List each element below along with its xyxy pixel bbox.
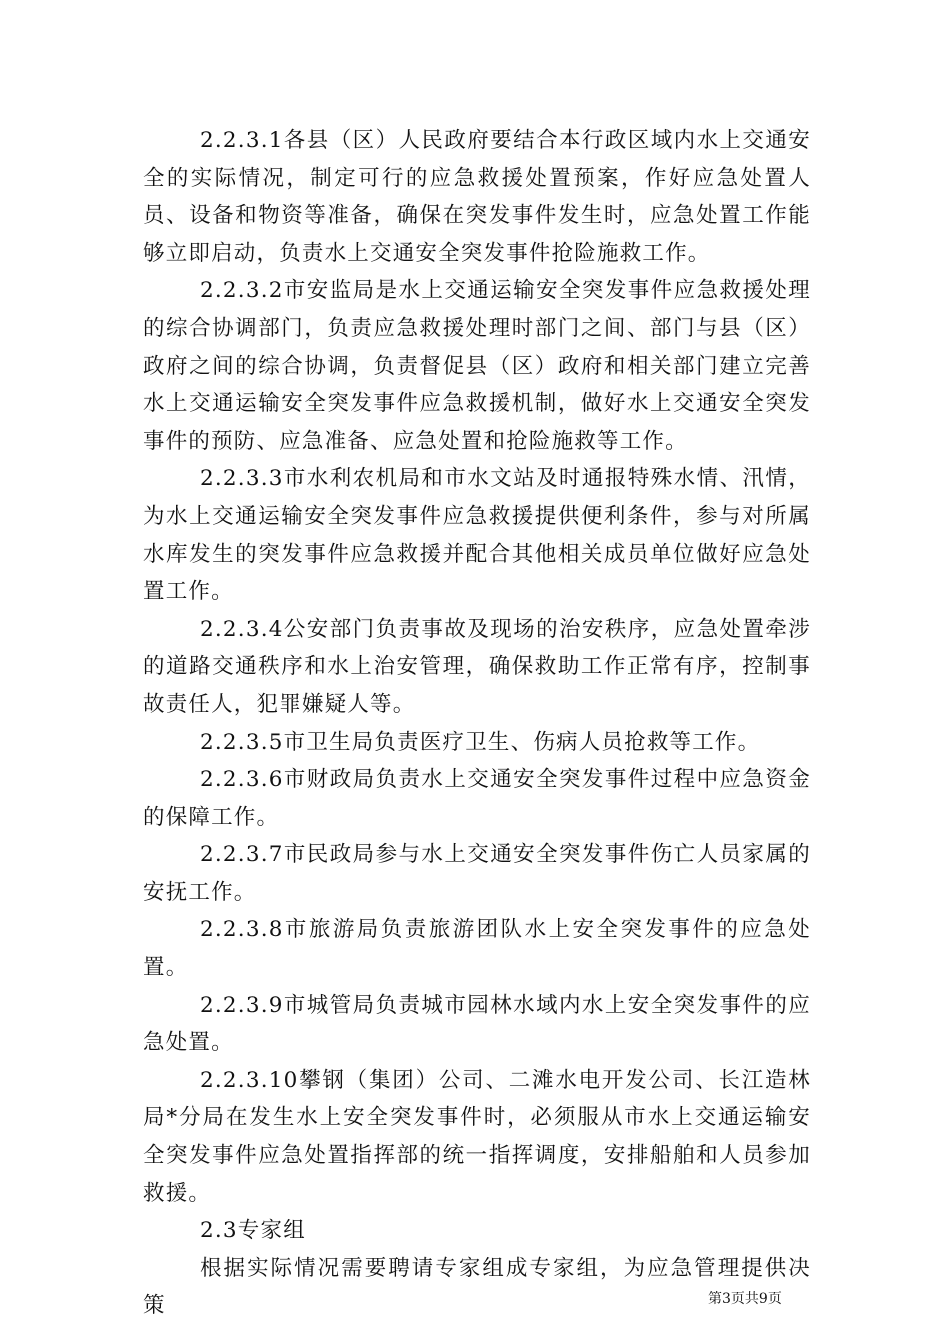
paragraph-2-2-3-7: 2.2.3.7市民政局参与水上交通安全突发事件伤亡人员家属的安抚工作。 [143, 842, 811, 905]
paragraph-2-2-3-5: 2.2.3.5市卫生局负责医疗卫生、伤病人员抢救等工作。 [200, 729, 761, 755]
paragraph-2-2-3-6: 2.2.3.6市财政局负责水上交通安全突发事件过程中应急资金的保障工作。 [143, 767, 811, 830]
paragraph-2-2-3-9: 2.2.3.9市城管局负责城市园林水域内水上安全突发事件的应急处置。 [143, 992, 811, 1056]
paragraph-2-2-3-3: 2.2.3.3市水利农机局和市水文站及时通报特殊水情、汛情，为水上交通运输安全突发事件应急救援提供便利条件，参与对所属水库发生的突发事件应急救援并配合其他相关成员单位做好应急处置工作。 [143, 466, 811, 605]
section-heading-2-3: 2.3专家组 [200, 1218, 306, 1244]
paragraph-2-2-3-4: 2.2.3.4公安部门负责事故及现场的治安秩序，应急处置牵涉的道路交通秩序和水上治安管理，确保救助工作正常有序，控制事故责任人，犯罪嫌疑人等。 [143, 616, 811, 717]
page-number-footer: 第3页共9页 [708, 1291, 782, 1307]
document-body [143, 122, 811, 1325]
paragraph-2-2-3-2: 2.2.3.2市安监局是水上交通运输安全突发事件应急救援处理的综合协调部门，负责应急救援处理时部门之间、部门与县（区）政府之间的综合协调，负责督促县（区）政府和相关部门建立完善水上交通运输安全突发事件应急救援机制，做好水上交通安全突发事件的预防、应急准备、应急处置和抢险施救等工作。 [143, 278, 811, 454]
paragraph-2-2-3-8: 2.2.3.8市旅游局负责旅游团队水上安全突发事件的应急处置。 [143, 917, 811, 981]
paragraph-expert-group: 根据实际情况需要聘请专家组成专家组，为应急管理提供决策 [143, 1255, 811, 1319]
paragraph-2-2-3-10: 2.2.3.10攀钢（集团）公司、二滩水电开发公司、长江造林局*分局在发生水上安全突发事件时，必须服从市水上交通运输安全突发事件应急处置指挥部的统一指挥调度，安排船舶和人员参加救援。 [143, 1067, 811, 1206]
paragraph-2-2-3-1: 2.2.3.1各县（区）人民政府要结合本行政区域内水上交通安全的实际情况，制定可行的应急救援处置预案，作好应急处置人员、设备和物资等准备，确保在突发事件发生时，应急处置工作能够立即启动，负责水上交通安全突发事件抢险施救工作。 [143, 128, 811, 266]
